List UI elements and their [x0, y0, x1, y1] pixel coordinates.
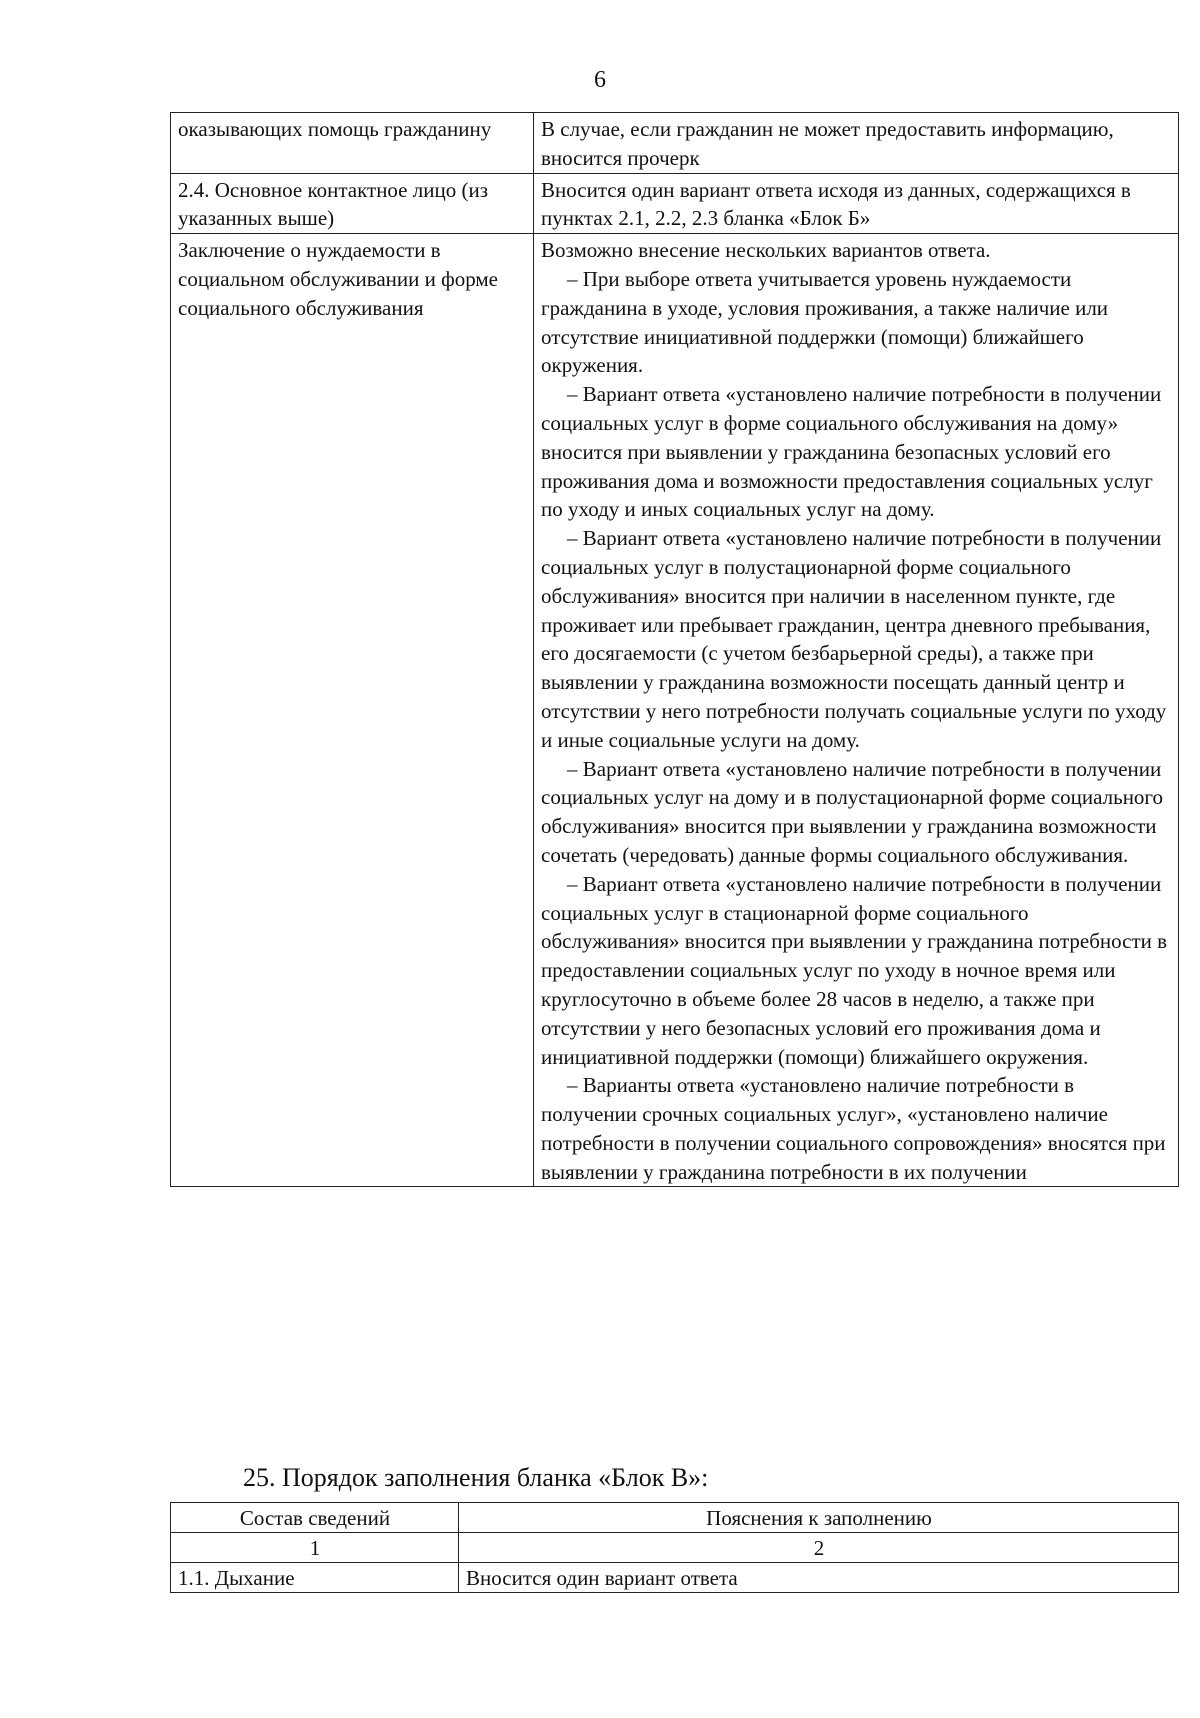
column-header: Состав сведений [171, 1503, 459, 1533]
column-number: 1 [171, 1533, 459, 1563]
table-header-row [171, 1503, 1179, 1533]
table-cell-explanation [534, 113, 1179, 174]
page-number: 6 [594, 67, 606, 93]
paragraph: – Вариант ответа «установлено наличие потребности в получении социальных услуг в полустационарной форме социального обслуживания» вносится при наличии в населенном пункте, где проживает или пребывает гражданин, центра дневного пребывания, его досягаемости (с учетом безбарьерной среды), а также при выявлении у гражданина возможности посещать данный центр и отсутствии у него потребности получать социальные услуги по уходу и иные социальные услуги на дому. [541, 526, 1167, 752]
table-cell-label: оказывающих помощь гражданину [171, 113, 534, 174]
section-heading: 25. Порядок заполнения бланка «Блок В»: [243, 1463, 709, 1492]
paragraph: – Вариант ответа «установлено наличие потребности в получении социальных услуг в форме социального обслуживания на дому» вносится при выявлении у гражданина безопасных условий его проживания дома и возможности предоставления социальных услуг по уходу и иных социальных услуг на дому. [541, 382, 1162, 522]
table-cell-label: 2.4. Основное контактное лицо (из указанных выше) [171, 173, 534, 234]
paragraph: В случае, если гражданин не может предоставить информацию, вносится прочерк [541, 117, 1114, 170]
block-v-table [170, 1502, 1179, 1593]
requirements-table [170, 112, 1179, 1187]
paragraph: – Вариант ответа «установлено наличие потребности в получении социальных услуг на дому и в полустационарной форме социального обслуживания» вносится при выявлении у гражданина возможности сочетать (чередовать) данные формы социального обслуживания. [541, 756, 1164, 867]
table-row [171, 113, 1179, 174]
table-cell-label: 1.1. Дыхание [171, 1563, 459, 1593]
paragraph: – При выборе ответа учитывается уровень нуждаемости гражданина в уходе, условия проживания, а также наличие или отсутствие инициативной поддержки (помощи) ближайшего окружения. [541, 266, 1109, 378]
table-row [171, 234, 1179, 1187]
paragraph: – Вариант ответа «установлено наличие потребности в получении социальных услуг в стационарной форме социального обслуживания» вносится при выявлении у гражданина потребности в предоставлении социальных услуг по уходу в ночное время или круглосуточно в объеме более 28 часов в неделю, а также при отсутствии у него безопасных условий его проживания дома и инициативной поддержки (помощи) ближайшего окружения. [541, 871, 1168, 1069]
table-row [171, 1563, 1179, 1593]
table-cell-explanation [534, 173, 1179, 234]
column-number-row [171, 1533, 1179, 1563]
table-cell-explanation [534, 234, 1179, 1187]
paragraph: – Варианты ответа «установлено наличие потребности в получении срочных социальных услуг», «установлено наличие потребности в получении социального сопровождения» вносятся при выявлении у гражданина потребности в их получении [541, 1073, 1166, 1184]
table-cell-label: Заключение о нуждаемости в социальном обслуживании и форме социального обслуживания [171, 234, 534, 1187]
paragraph: Вносится один вариант ответа исходя из данных, содержащихся в пунктах 2.1, 2.2, 2.3 бланка «Блок Б» [541, 177, 1131, 231]
column-header: Пояснения к заполнению [459, 1503, 1179, 1533]
table-cell-explanation: Вносится один вариант ответа [459, 1563, 1179, 1593]
column-number: 2 [459, 1533, 1179, 1563]
paragraph: Возможно внесение нескольких вариантов ответа. [541, 238, 991, 263]
table-row [171, 173, 1179, 234]
